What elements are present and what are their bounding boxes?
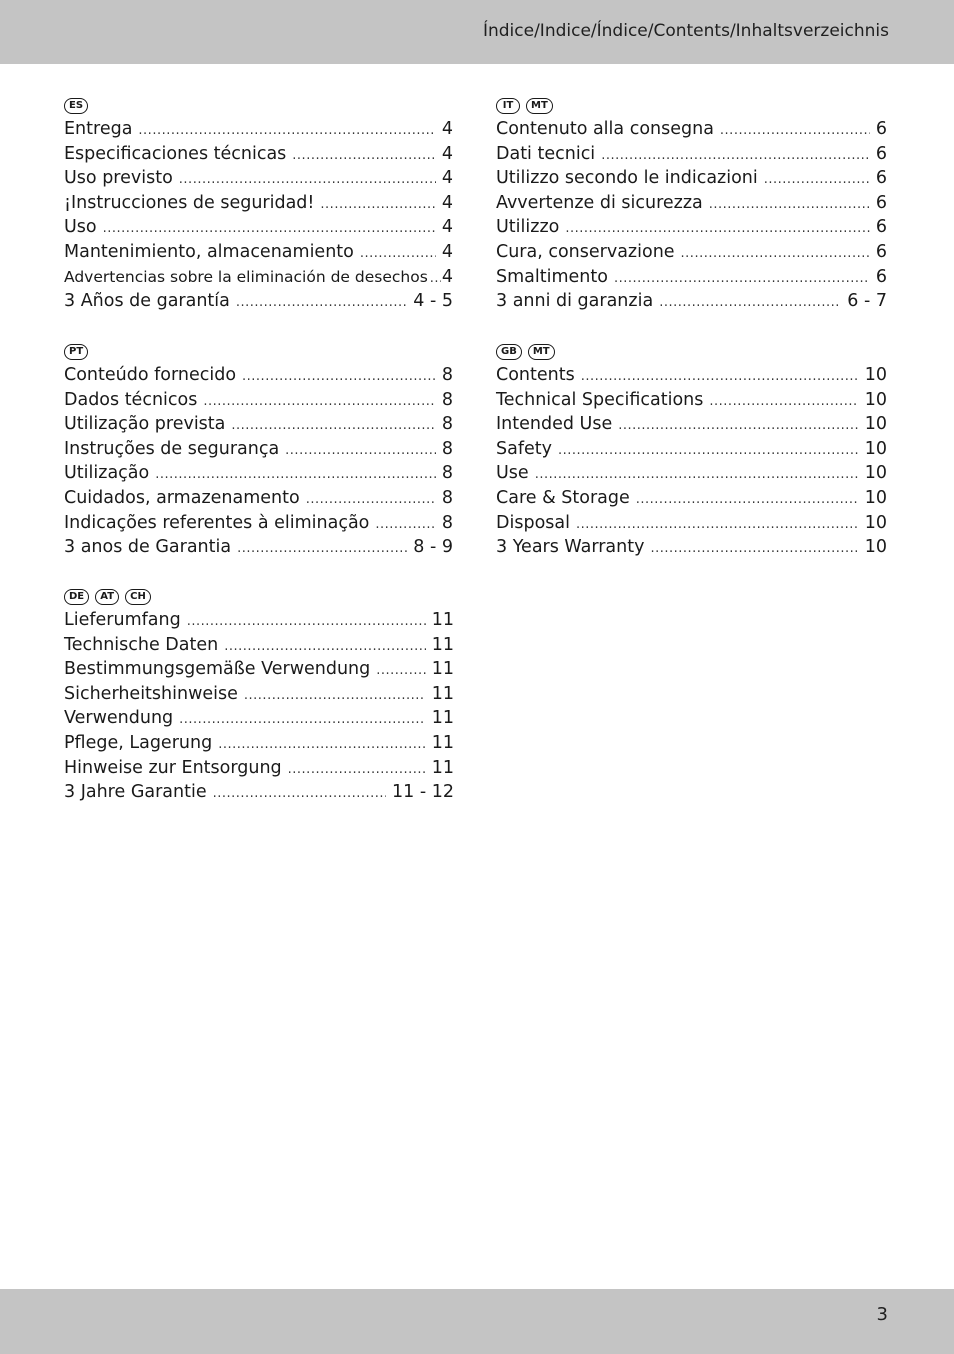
toc-entry-label: Indicações referentes à eliminação <box>64 512 370 533</box>
language-badge-ch: CH <box>125 589 151 605</box>
toc-entry-label: Smaltimento <box>496 266 608 287</box>
toc-entry <box>496 217 887 242</box>
toc-entry-label: 3 anos de Garantia <box>64 537 232 558</box>
toc-entry-label: 3 Años de garantía <box>64 291 230 312</box>
dot-leader <box>681 246 870 261</box>
toc-entry-page: 8 <box>441 414 453 435</box>
toc-entry-page: 4 <box>441 266 453 287</box>
language-badges <box>64 586 454 608</box>
toc-entry <box>64 291 453 316</box>
language-badge-es: ES <box>64 98 88 114</box>
toc-entry <box>496 488 887 513</box>
dot-leader <box>376 663 425 678</box>
toc-entry-label: Instruções de segurança <box>64 438 280 459</box>
toc-entry-page: 10 <box>864 438 887 459</box>
dot-leader <box>203 394 436 409</box>
toc-entry-label: Dados técnicos <box>64 389 198 410</box>
dot-leader <box>155 467 436 482</box>
toc-entry-page: 6 <box>875 217 887 238</box>
toc-entry <box>496 513 887 538</box>
toc-entry <box>496 242 887 267</box>
toc-entry-page: 8 <box>441 389 453 410</box>
toc-entry-label: Intended Use <box>496 414 613 435</box>
toc-entry-page: 11 <box>431 757 454 778</box>
toc-entry-label: Contenuto alla consegna <box>496 119 714 139</box>
toc-entry <box>64 439 453 464</box>
language-badges <box>64 95 453 117</box>
toc-entry <box>496 414 887 439</box>
toc-entry <box>64 390 453 415</box>
toc-entry-label: 3 Years Warranty <box>496 537 645 558</box>
toc-entry-label: 3 anni di garanzia <box>496 291 654 312</box>
dot-leader <box>614 271 870 286</box>
toc-entry-label: Lieferumfang <box>64 610 181 630</box>
toc-entry-page: 11 <box>431 732 454 753</box>
toc-entry-label: Technische Daten <box>64 634 219 655</box>
toc-entry <box>496 168 887 193</box>
toc-entry-label: Contents <box>496 365 575 385</box>
toc-entry <box>64 708 454 733</box>
toc-entry <box>64 537 453 562</box>
dot-leader <box>535 467 859 482</box>
toc-entry-page: 8 - 9 <box>413 537 453 558</box>
toc-section-it <box>496 95 887 316</box>
toc-entry-page: 8 <box>441 487 453 508</box>
dot-leader <box>213 786 386 801</box>
toc-entry-page: 6 - 7 <box>847 291 887 312</box>
toc-entry-label: Utilizzo <box>496 217 560 238</box>
toc-entry-page: 8 <box>441 463 453 484</box>
dot-leader <box>320 197 435 212</box>
toc-entry-page: 11 <box>431 683 454 704</box>
dot-leader <box>179 712 426 727</box>
dot-leader <box>231 418 435 433</box>
toc-entry-page: 6 <box>875 266 887 287</box>
language-badge-de: DE <box>64 589 89 605</box>
toc-entry <box>496 119 887 144</box>
toc-entry-page: 8 <box>441 512 453 533</box>
toc-entry <box>64 635 454 660</box>
footer-bar <box>0 1289 954 1354</box>
dot-leader <box>179 172 436 187</box>
toc-entry <box>64 168 453 193</box>
dot-leader <box>558 443 859 458</box>
dot-leader <box>288 762 426 777</box>
toc-entry-label: Uso <box>64 217 97 238</box>
toc-entry-label: 3 Jahre Garantie <box>64 782 207 803</box>
toc-entry-page: 10 <box>864 365 887 385</box>
toc-entry <box>64 414 453 439</box>
toc-entry <box>64 733 454 758</box>
toc-entry-label: Entrega <box>64 119 133 139</box>
language-badges <box>496 341 887 363</box>
toc-entry-label: Avvertenze di sicurezza <box>496 192 703 213</box>
language-badge-gb: GB <box>496 344 522 360</box>
toc-entry-page: 10 <box>864 487 887 508</box>
toc-section-de <box>64 586 454 807</box>
language-badge-it: IT <box>496 98 520 114</box>
dot-leader <box>636 492 859 507</box>
toc-entry-page: 4 <box>441 143 453 164</box>
language-badges <box>496 95 887 117</box>
page-title: Índice/Indice/Índice/Contents/Inhaltsverzeichnis <box>482 21 889 41</box>
toc-entry-page: 6 <box>875 168 887 189</box>
toc-section-pt <box>64 341 453 562</box>
toc-entry <box>64 659 454 684</box>
dot-leader <box>709 197 870 212</box>
toc-entry-page: 11 <box>431 610 454 630</box>
dot-leader <box>306 492 436 507</box>
dot-leader <box>764 172 870 187</box>
header-bar <box>0 0 954 64</box>
toc-entry <box>64 684 454 709</box>
dot-leader <box>650 541 858 556</box>
dot-leader <box>138 123 435 138</box>
toc-entry-label: Use <box>496 463 529 484</box>
toc-entry <box>64 513 453 538</box>
toc-entry <box>496 291 887 316</box>
dot-leader <box>103 221 436 236</box>
page-number: 3 <box>876 1304 888 1325</box>
toc-entry-page: 11 <box>431 659 454 680</box>
toc-entry-label: Care & Storage <box>496 487 630 508</box>
toc-entry <box>64 610 454 635</box>
toc-entry <box>64 463 453 488</box>
toc-entry-label: Disposal <box>496 512 570 533</box>
dot-leader <box>576 517 859 532</box>
language-badge-at: AT <box>95 589 119 605</box>
toc-entry-label: Mantenimiento, almacenamiento <box>64 241 354 262</box>
dot-leader <box>618 418 859 433</box>
toc-entry <box>496 390 887 415</box>
toc-entry <box>64 193 453 218</box>
toc-entry-label: Cuidados, armazenamento <box>64 487 300 508</box>
toc-entry <box>64 488 453 513</box>
toc-entry <box>64 782 454 807</box>
toc-entry-page: 8 <box>441 365 453 385</box>
toc-entry-page: 6 <box>875 119 887 139</box>
toc-entry-page: 4 <box>441 241 453 262</box>
dot-leader <box>236 295 407 310</box>
toc-entry <box>496 267 887 292</box>
dot-leader <box>360 246 436 261</box>
dot-leader <box>292 148 436 163</box>
toc-entry-page: 4 <box>441 119 453 139</box>
toc-entry-label: Safety <box>496 438 552 459</box>
toc-entry <box>64 119 453 144</box>
toc-entry <box>496 144 887 169</box>
toc-entry-label: Pflege, Lagerung <box>64 732 213 753</box>
dot-leader <box>720 123 870 138</box>
toc-section-gb <box>496 341 887 562</box>
dot-leader <box>187 614 426 629</box>
dot-leader <box>242 369 436 384</box>
toc-entry-page: 11 <box>431 708 454 729</box>
toc-entry-label: Advertencias sobre la eliminación de desechos <box>64 267 428 286</box>
dot-leader <box>581 369 859 384</box>
language-badge-mt: MT <box>528 344 555 360</box>
toc-entry-label: Utilização prevista <box>64 414 226 435</box>
dot-leader <box>237 541 407 556</box>
toc-entry-label: Sicherheitshinweise <box>64 683 238 704</box>
dot-leader <box>709 394 858 409</box>
toc-entry-page: 4 <box>441 168 453 189</box>
toc-entry <box>64 758 454 783</box>
toc-entry-page: 11 <box>431 634 454 655</box>
dot-leader <box>285 443 436 458</box>
toc-entry-label: Conteúdo fornecido <box>64 365 237 385</box>
dot-leader <box>659 295 841 310</box>
toc-entry-page: 10 <box>864 414 887 435</box>
dot-leader <box>244 688 426 703</box>
dot-leader <box>430 271 441 286</box>
toc-entry-label: Especificaciones técnicas <box>64 143 287 164</box>
toc-entry-label: Dati tecnici <box>496 143 596 164</box>
language-badge-mt: MT <box>526 98 553 114</box>
toc-entry-label: Technical Specifications <box>496 389 704 410</box>
toc-entry-page: 6 <box>875 143 887 164</box>
toc-entry-label: ¡Instrucciones de seguridad! <box>64 192 315 213</box>
toc-entry <box>496 193 887 218</box>
toc-entry-label: Utilização <box>64 463 150 484</box>
toc-entry-page: 4 - 5 <box>413 291 453 312</box>
toc-entry-page: 10 <box>864 389 887 410</box>
toc-entry <box>64 217 453 242</box>
toc-entry-label: Utilizzo secondo le indicazioni <box>496 168 758 189</box>
toc-entry-page: 10 <box>864 512 887 533</box>
toc-entry <box>64 144 453 169</box>
language-badges <box>64 341 453 363</box>
toc-entry-page: 11 - 12 <box>392 782 454 803</box>
toc-entry <box>496 365 887 390</box>
toc-entry-label: Bestimmungsgemäße Verwendung <box>64 659 371 680</box>
toc-entry-page: 8 <box>441 438 453 459</box>
language-badge-pt: PT <box>64 344 88 360</box>
toc-entry <box>64 242 453 267</box>
toc-entry-label: Cura, conservazione <box>496 241 675 262</box>
dot-leader <box>565 221 870 236</box>
toc-entry-page: 4 <box>441 217 453 238</box>
toc-entry-page: 10 <box>864 537 887 558</box>
toc-entry-label: Hinweise zur Entsorgung <box>64 757 282 778</box>
toc-entry <box>496 537 887 562</box>
toc-section-es <box>64 95 453 316</box>
dot-leader <box>218 737 426 752</box>
toc-entry-page: 10 <box>864 463 887 484</box>
dot-leader <box>601 148 870 163</box>
toc-entry-label: Uso previsto <box>64 168 173 189</box>
toc-entry-label: Verwendung <box>64 708 174 729</box>
toc-entry <box>64 365 453 390</box>
toc-entry <box>64 267 453 292</box>
toc-entry-page: 4 <box>441 192 453 213</box>
dot-leader <box>224 639 425 654</box>
dot-leader <box>375 517 435 532</box>
toc-entry-page: 6 <box>875 241 887 262</box>
toc-entry-page: 6 <box>875 192 887 213</box>
toc-entry <box>496 439 887 464</box>
toc-entry <box>496 463 887 488</box>
